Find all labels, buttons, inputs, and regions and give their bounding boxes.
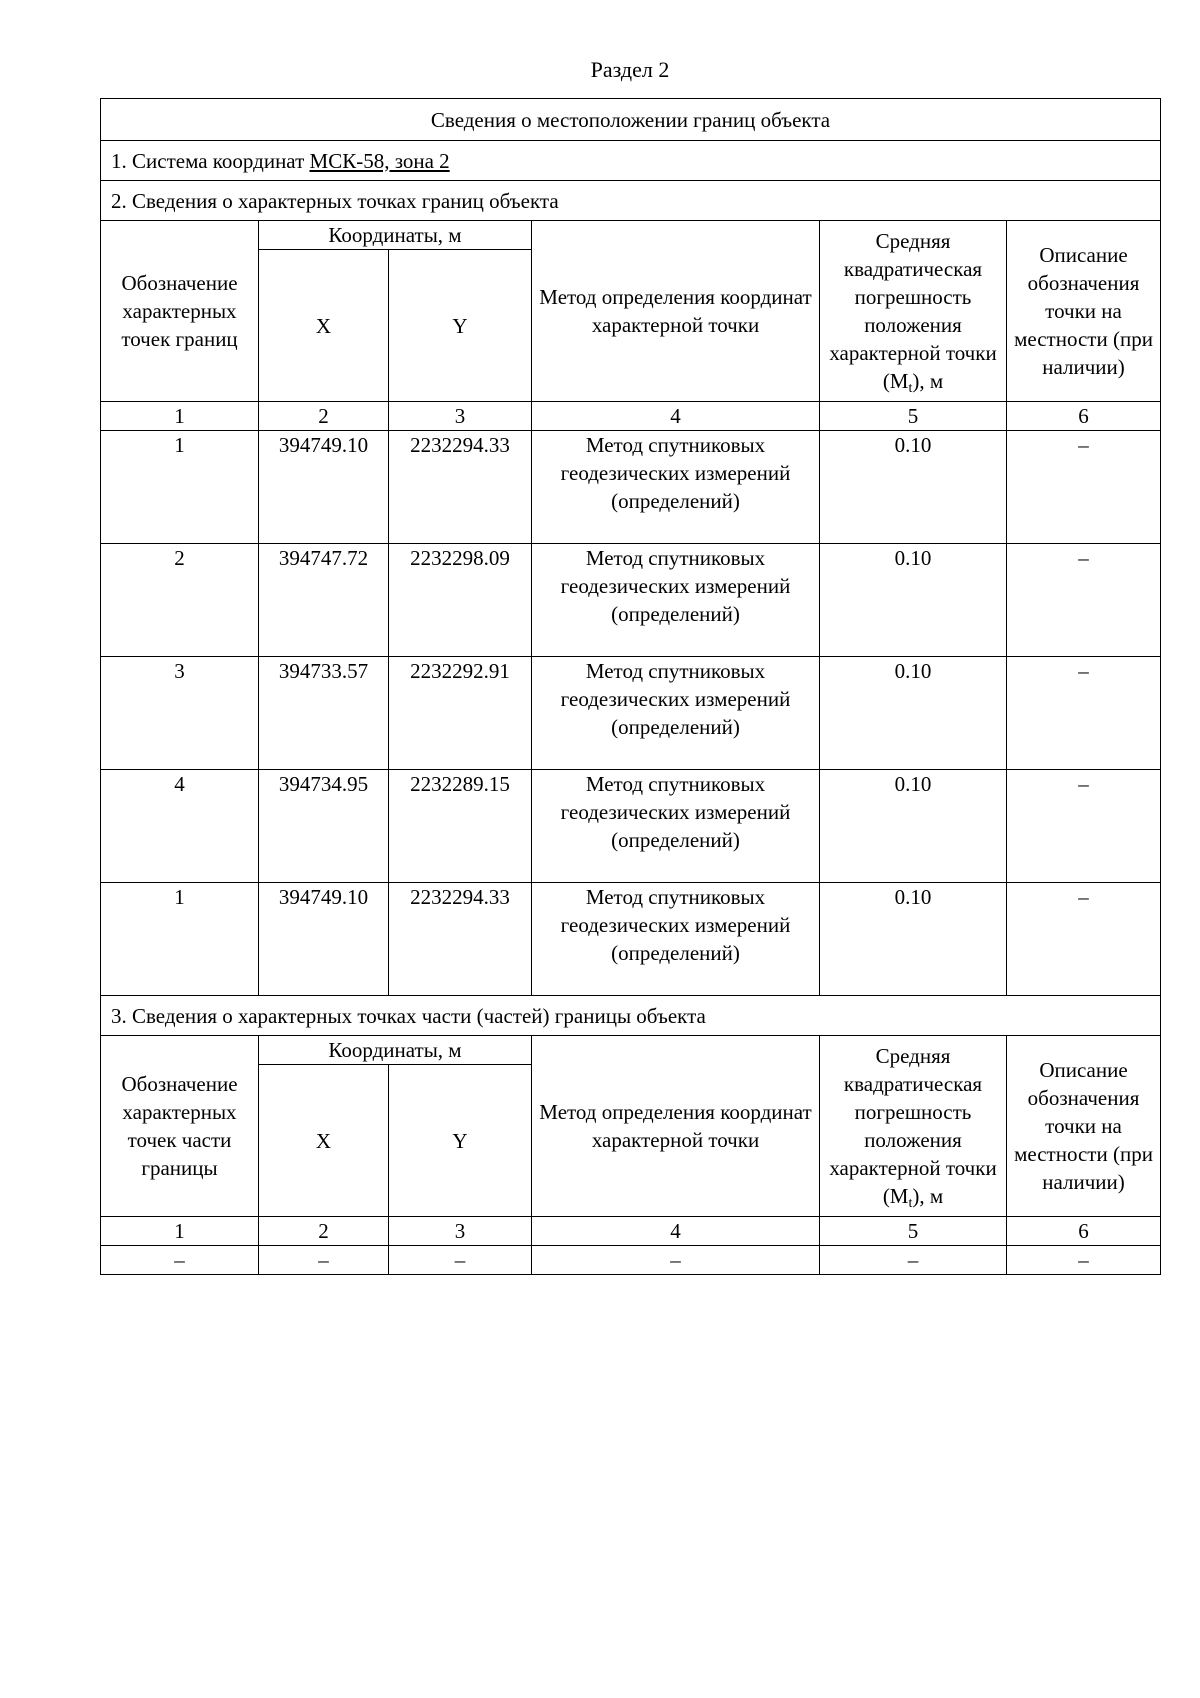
cell-y: –	[389, 1246, 532, 1275]
header-coordinates: Координаты, м	[259, 221, 532, 250]
section3-label: 3. Сведения о характерных точках части (частей) границы объекта	[101, 996, 1161, 1036]
header-coordinates: Координаты, м	[259, 1036, 532, 1065]
cell-description: –	[1007, 1246, 1161, 1275]
column-number: 1	[101, 1217, 259, 1246]
header-mean-error	[820, 1036, 1007, 1217]
header-mean-error	[820, 221, 1007, 402]
column-numbers-row	[101, 402, 1161, 431]
table-row	[101, 657, 1161, 770]
cell-error: –	[820, 1246, 1007, 1275]
coordinate-system-label: 1. Система координат	[111, 148, 305, 173]
column-number: 5	[820, 1217, 1007, 1246]
cell-point: 2	[101, 544, 259, 657]
cell-error: 0.10	[820, 544, 1007, 657]
header-mean-error-sub: t	[908, 1196, 913, 1211]
table-title: Сведения о местоположении границ объекта	[101, 99, 1161, 141]
header-mean-error-unit: ), м	[912, 369, 944, 393]
cell-error: 0.10	[820, 657, 1007, 770]
coordinate-system-value: МСК-58, зона 2	[309, 148, 450, 173]
table-row	[101, 544, 1161, 657]
column-number: 1	[101, 402, 259, 431]
header-mean-error-text: Средняя квадратическая погрешность положения характерной точки (M	[829, 1044, 997, 1208]
cell-point: 1	[101, 431, 259, 544]
cell-point: –	[101, 1246, 259, 1275]
cell-method: Метод спутниковых геодезических измерений (определений)	[532, 883, 820, 996]
header-y: Y	[389, 1065, 532, 1217]
cell-error: 0.10	[820, 431, 1007, 544]
column-number: 6	[1007, 402, 1161, 431]
column-number: 3	[389, 1217, 532, 1246]
header-method: Метод определения координат характерной точки	[532, 221, 820, 402]
header-mean-error-sub: t	[908, 381, 913, 396]
cell-y: 2232289.15	[389, 770, 532, 883]
page-title: Раздел 2	[590, 57, 670, 82]
table-row	[101, 883, 1161, 996]
cell-x: 394749.10	[259, 883, 389, 996]
cell-y: 2232292.91	[389, 657, 532, 770]
header-mean-error-unit: ), м	[912, 1184, 944, 1208]
header-y: Y	[389, 250, 532, 402]
table-row	[101, 770, 1161, 883]
column-number: 4	[532, 402, 820, 431]
column-number: 4	[532, 1217, 820, 1246]
cell-y: 2232294.33	[389, 431, 532, 544]
column-number: 6	[1007, 1217, 1161, 1246]
column-number: 2	[259, 402, 389, 431]
table-row	[101, 431, 1161, 544]
header-point-designation: Обозначение характерных точек границ	[101, 221, 259, 402]
table-row	[101, 1246, 1161, 1275]
header-point-description: Описание обозначения точки на местности (при наличии)	[1007, 221, 1161, 402]
cell-error: 0.10	[820, 883, 1007, 996]
cell-point: 3	[101, 657, 259, 770]
cell-x: 394733.57	[259, 657, 389, 770]
cell-y: 2232298.09	[389, 544, 532, 657]
coordinate-system-row	[101, 141, 1161, 181]
header-x: X	[259, 250, 389, 402]
section2-label: 2. Сведения о характерных точках границ объекта	[101, 181, 1161, 221]
cell-description: –	[1007, 657, 1161, 770]
column-number: 3	[389, 402, 532, 431]
cell-description: –	[1007, 883, 1161, 996]
cell-method: Метод спутниковых геодезических измерений (определений)	[532, 657, 820, 770]
cell-description: –	[1007, 770, 1161, 883]
cell-point: 1	[101, 883, 259, 996]
cell-y: 2232294.33	[389, 883, 532, 996]
cell-error: 0.10	[820, 770, 1007, 883]
cell-method: –	[532, 1246, 820, 1275]
cell-x: 394749.10	[259, 431, 389, 544]
column-numbers-row	[101, 1217, 1161, 1246]
cell-x: 394734.95	[259, 770, 389, 883]
cell-method: Метод спутниковых геодезических измерений (определений)	[532, 431, 820, 544]
cell-x: 394747.72	[259, 544, 389, 657]
cell-method: Метод спутниковых геодезических измерений (определений)	[532, 544, 820, 657]
boundary-table	[100, 98, 1161, 1275]
header-method: Метод определения координат характерной точки	[532, 1036, 820, 1217]
column-number: 2	[259, 1217, 389, 1246]
cell-x: –	[259, 1246, 389, 1275]
header-mean-error-text: Средняя квадратическая погрешность положения характерной точки (M	[829, 229, 997, 393]
cell-method: Метод спутниковых геодезических измерений (определений)	[532, 770, 820, 883]
cell-point: 4	[101, 770, 259, 883]
cell-description: –	[1007, 431, 1161, 544]
cell-description: –	[1007, 544, 1161, 657]
header-point-description: Описание обозначения точки на местности (при наличии)	[1007, 1036, 1161, 1217]
header-x: X	[259, 1065, 389, 1217]
column-number: 5	[820, 402, 1007, 431]
header-part-point-designation: Обозначение характерных точек части границы	[101, 1036, 259, 1217]
